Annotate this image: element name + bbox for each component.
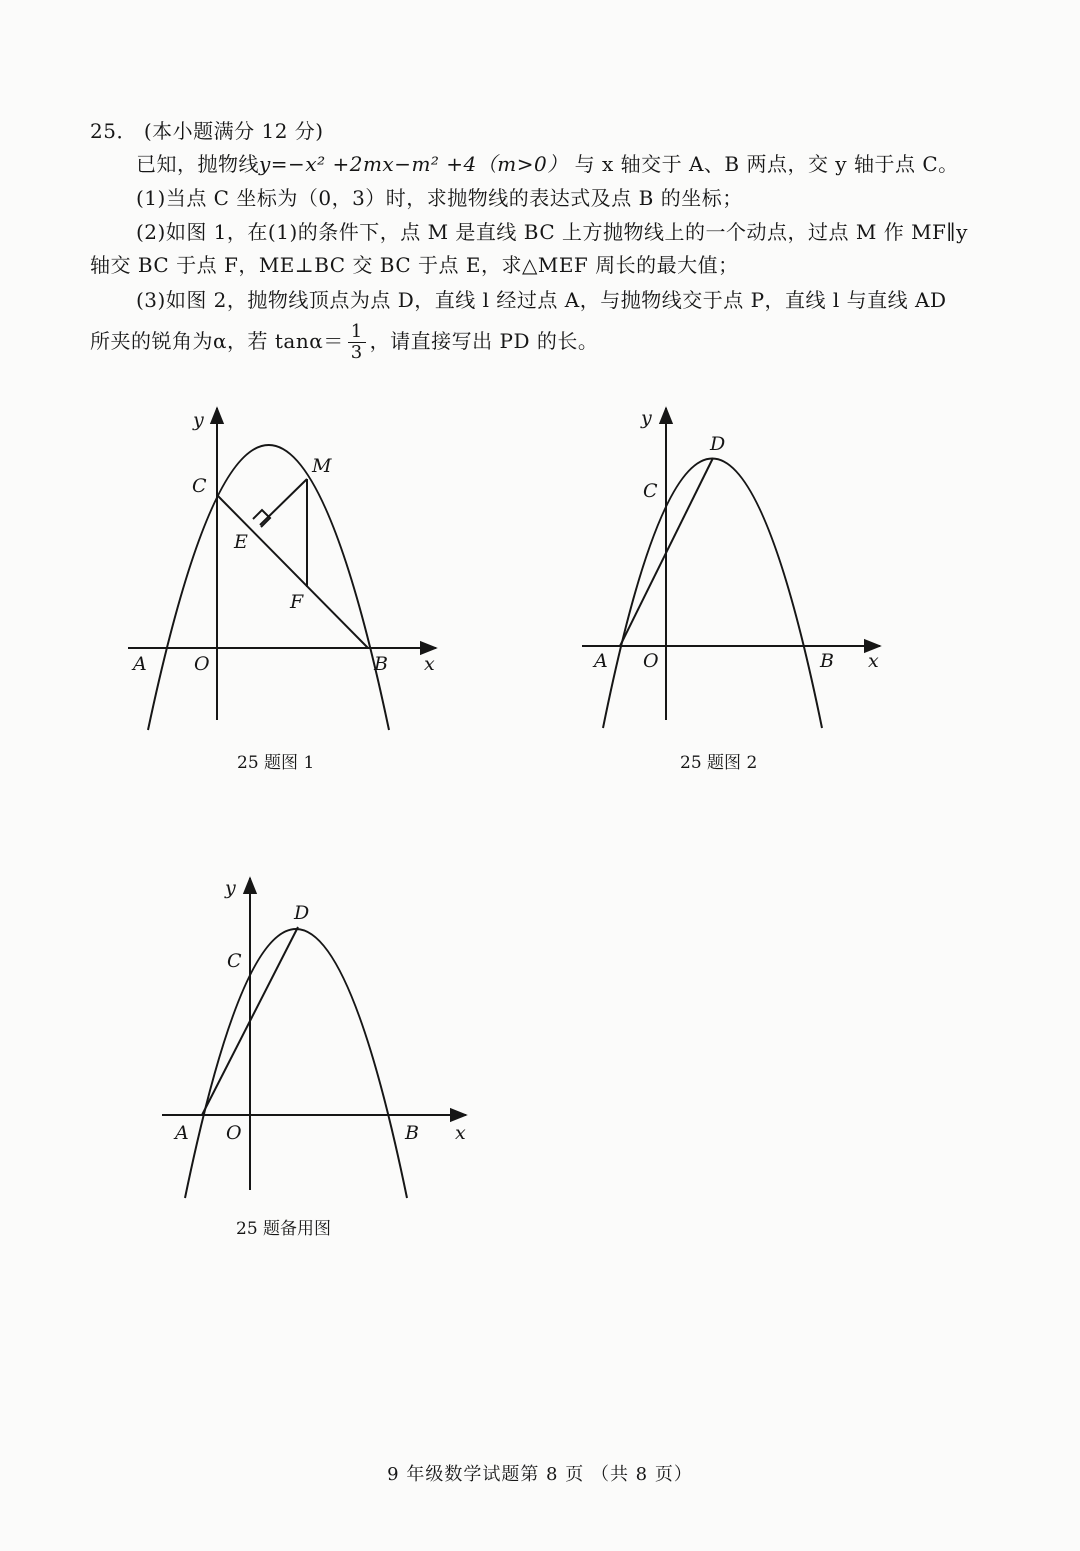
fig3-label-d: D — [294, 902, 310, 924]
fig1-label-o: O — [194, 653, 210, 675]
given-prefix: 已知，抛物线 — [136, 152, 259, 176]
problem-number: 25． — [90, 119, 137, 143]
fig3-label-b: B — [405, 1122, 419, 1144]
parabola-equation: y=−x² +2mx−m² +4（m>0） — [259, 152, 568, 176]
fig2-label-d: D — [710, 433, 726, 455]
figure-3-labels — [173, 877, 466, 1239]
figure-1-labels — [131, 409, 435, 773]
fig1-label-x: x — [424, 653, 435, 675]
figure-1 — [128, 408, 436, 730]
part-3-suffix: ，请直接写出 PD 的长。 — [369, 329, 599, 353]
fig3-caption: 25 题备用图 — [236, 1219, 332, 1239]
fig1-parabola — [148, 445, 389, 730]
part-2-line-1: (2)如图 1，在(1)的条件下，点 M 是直线 BC 上方抛物线上的一个动点，过点 M 作 MF∥y — [136, 220, 968, 244]
fig3-label-c: C — [227, 950, 242, 972]
fig3-label-y: y — [225, 877, 236, 899]
fig1-label-m: M — [312, 455, 332, 477]
figure-2 — [582, 408, 880, 728]
fig1-caption: 25 题图 1 — [237, 753, 315, 773]
fig1-label-e: E — [234, 531, 248, 553]
figure-3 — [162, 878, 466, 1198]
fig2-label-y: y — [641, 407, 652, 429]
part-1: (1)当点 C 坐标为（0，3）时，求抛物线的表达式及点 B 的坐标； — [136, 186, 743, 210]
fig1-line-me — [260, 479, 307, 525]
fig1-label-f: F — [290, 591, 304, 613]
fig2-label-o: O — [643, 650, 659, 672]
fig2-label-c: C — [643, 480, 658, 502]
fig2-label-a: A — [594, 650, 608, 672]
fraction-numerator: 1 — [348, 322, 366, 343]
fig1-label-b: B — [374, 653, 388, 675]
fig3-label-a: A — [175, 1122, 189, 1144]
fig2-label-b: B — [820, 650, 834, 672]
fig1-label-c: C — [192, 475, 207, 497]
fig1-line-bc — [217, 495, 368, 648]
fraction-denominator: 3 — [350, 342, 363, 363]
fig1-label-y: y — [193, 409, 204, 431]
fig2-caption: 25 题图 2 — [680, 753, 758, 773]
page-footer: 9 年级数学试题第 8 页 （共 8 页） — [387, 1464, 693, 1485]
problem-points: (本小题满分 12 分) — [143, 119, 324, 143]
given-suffix: 与 x 轴交于 A、B 两点，交 y 轴于点 C。 — [574, 152, 959, 176]
part-3-prefix: 所夹的锐角为α，若 tanα＝ — [90, 329, 344, 353]
fig1-label-a: A — [133, 653, 147, 675]
part-2-line-2: 轴交 BC 于点 F，ME⊥BC 交 BC 于点 E，求△MEF 周长的最大值； — [90, 253, 739, 277]
fig2-label-x: x — [868, 650, 879, 672]
fig3-label-o: O — [226, 1122, 242, 1144]
fig3-parabola — [185, 929, 407, 1198]
part-3-line-1: (3)如图 2，抛物线顶点为点 D，直线 l 经过点 A，与抛物线交于点 P，直线 l 与直线 AD — [136, 288, 947, 312]
fig2-parabola — [603, 459, 822, 729]
fig3-label-x: x — [455, 1122, 466, 1144]
